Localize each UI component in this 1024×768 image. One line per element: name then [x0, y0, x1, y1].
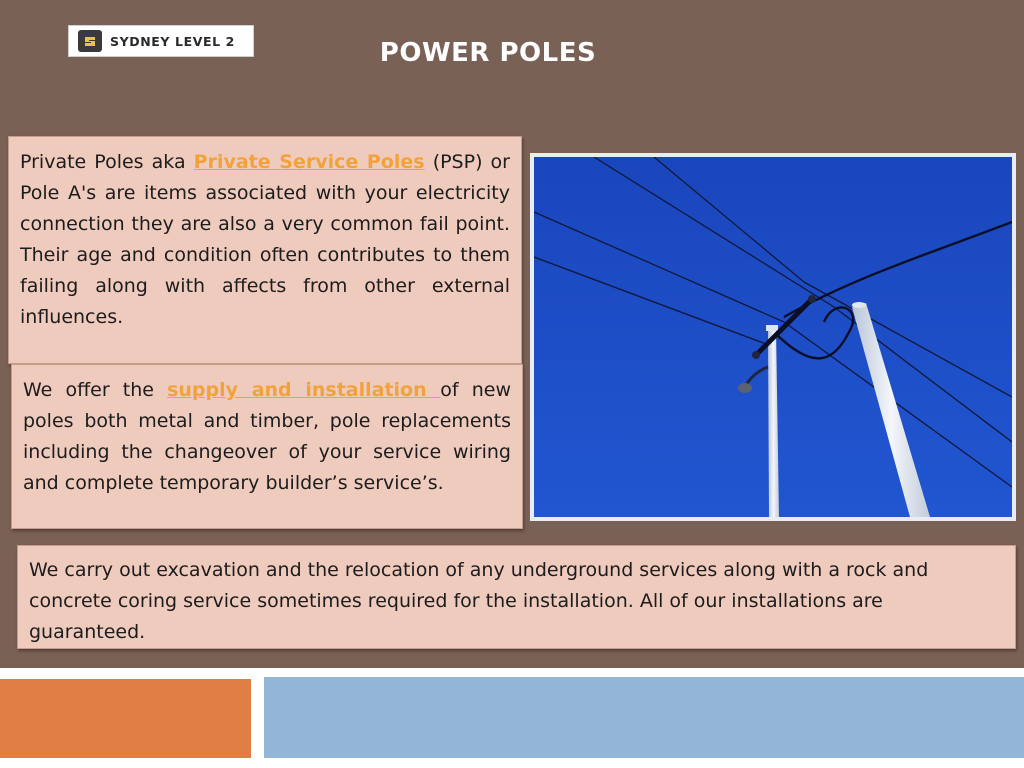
footer-orange-bar — [0, 679, 251, 758]
page-title: POWER POLES — [379, 38, 597, 68]
excavation-paragraph: We carry out excavation and the relocation of any underground services along with a rock and concrete coring service sometimes required for the installation. All of our installations are guaranteed. — [29, 559, 929, 643]
company-logo[interactable] — [68, 25, 254, 57]
power-poles-photo — [530, 153, 1016, 521]
psp-text-start: Private Poles aka — [20, 151, 194, 173]
supply-info-box — [11, 364, 523, 529]
private-service-poles-link[interactable]: Private Service Poles — [193, 151, 425, 173]
footer-blue-bar — [264, 677, 1024, 758]
psp-info-box — [8, 136, 522, 364]
supply-text-end: of new poles both metal and timber, pole replacements including the changeover of your service wiring and complete temporary builder’s service’s. — [23, 379, 511, 494]
psp-paragraph — [20, 147, 510, 333]
excavation-info-box — [17, 545, 1016, 649]
logo-mark-icon — [78, 30, 102, 52]
supply-installation-link[interactable]: supply and installation — [167, 379, 441, 401]
logo-text: SYDNEY LEVEL 2 — [110, 33, 235, 49]
psp-text-end: (PSP) or Pole A's are items associated with your electricity connection they are also a very common fail point. Their age and condition often contributes to them failing along with affects from other external influences. — [20, 151, 510, 328]
supply-text-start: We offer the — [23, 379, 168, 401]
supply-paragraph — [23, 375, 511, 499]
